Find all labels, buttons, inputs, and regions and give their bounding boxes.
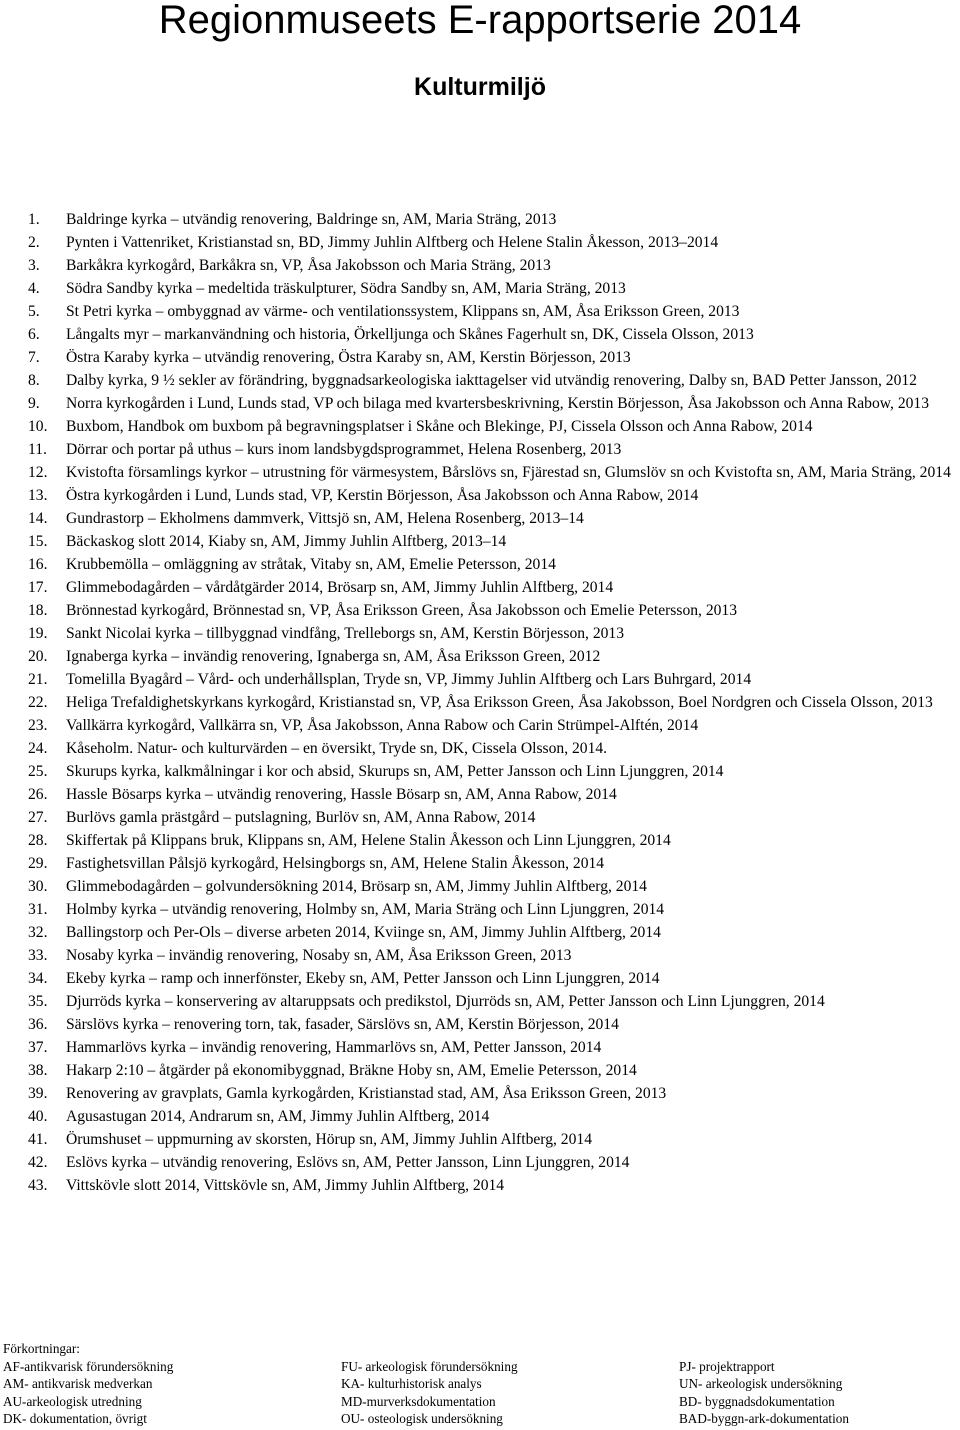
list-item — [28, 875, 960, 898]
abbreviation-entry: PJ- projektrapport — [679, 1358, 775, 1374]
list-item — [28, 507, 960, 530]
abbreviation-entry: AM- antikvarisk medverkan — [3, 1376, 153, 1392]
list-item-number: 10. — [28, 418, 48, 435]
list-item-text: Fastighetsvillan Pålsjö kyrkogård, Helsingborgs sn, AM, Helene Stalin Åkesson, 2014 — [66, 855, 605, 872]
list-item — [28, 1082, 960, 1105]
abbreviation-entry: BAD-byggn-ark-dokumentation — [679, 1411, 849, 1427]
page-title: Regionmuseets E-rapportserie 2014 — [158, 0, 802, 42]
list-item — [28, 254, 960, 277]
list-item — [28, 737, 960, 760]
list-item-text: Östra kyrkogården i Lund, Lunds stad, VP, Kerstin Börjesson, Åsa Jakobsson och Anna Rabow, 2014 — [66, 487, 699, 504]
list-item-number: 16. — [28, 556, 48, 573]
list-item-number: 11. — [28, 441, 47, 458]
list-item — [28, 921, 960, 944]
list-item-text: Nosaby kyrka – invändig renovering, Nosaby sn, AM, Åsa Eriksson Green, 2013 — [66, 947, 572, 964]
list-item — [28, 438, 960, 461]
list-item — [28, 599, 960, 622]
list-item — [28, 300, 960, 323]
list-item-text: Örumshuset – uppmurning av skorsten, Hörup sn, AM, Jimmy Juhlin Alftberg, 2014 — [66, 1131, 592, 1148]
list-item-number: 14. — [28, 510, 48, 527]
list-item-number: 34. — [28, 970, 48, 987]
list-item-text: Vallkärra kyrkogård, Vallkärra sn, VP, Åsa Jakobsson, Anna Rabow och Carin Strümpel-Alftén, 2014 — [66, 717, 699, 734]
list-item-number: 43. — [28, 1177, 48, 1194]
list-item — [28, 392, 960, 415]
list-item — [28, 852, 960, 875]
list-item-number: 1. — [28, 211, 40, 228]
list-item — [28, 1059, 960, 1082]
list-item-number: 26. — [28, 786, 48, 803]
abbreviation-entry: FU- arkeologisk förundersökning — [341, 1358, 518, 1374]
list-item — [28, 484, 960, 507]
list-item-text: Sankt Nicolai kyrka – tillbyggnad vindfång, Trelleborgs sn, AM, Kerstin Börjesson, 2013 — [66, 625, 625, 642]
abbreviations-grid — [3, 1358, 958, 1428]
list-item — [28, 415, 960, 438]
list-item-text: Skiffertak på Klippans bruk, Klippans sn, AM, Helene Stalin Åkesson och Linn Ljunggren, 2014 — [66, 832, 671, 849]
list-item — [28, 208, 960, 231]
list-item-text: Gundrastorp – Ekholmens dammverk, Vittsjö sn, AM, Helena Rosenberg, 2013–14 — [66, 510, 584, 527]
list-item-text: Burlövs gamla prästgård – putslagning, Burlöv sn, AM, Anna Rabow, 2014 — [66, 809, 536, 826]
list-item-number: 24. — [28, 740, 48, 757]
list-item-text: Kvistofta församlings kyrkor – utrustning för värmesystem, Bårslövs sn, Fjärestad sn, Glumslöv sn och Kvistofta sn, AM, Maria Sträng, 2014 — [66, 464, 951, 481]
list-item-number: 35. — [28, 993, 48, 1010]
list-item-text: Pynten i Vattenriket, Kristianstad sn, BD, Jimmy Juhlin Alftberg och Helene Stalin Åkesson, 2013–2014 — [66, 234, 719, 251]
list-item — [28, 277, 960, 300]
list-item — [28, 346, 960, 369]
list-item — [28, 645, 960, 668]
list-item-number: 19. — [28, 625, 48, 642]
list-item-number: 20. — [28, 648, 48, 665]
abbreviation-entry: AU-arkeologisk utredning — [3, 1393, 142, 1409]
abbreviation-entry: MD-murverksdokumentation — [341, 1393, 496, 1409]
list-item-text: Vittskövle slott 2014, Vittskövle sn, AM, Jimmy Juhlin Alftberg, 2014 — [66, 1177, 505, 1194]
list-item-number: 37. — [28, 1039, 48, 1056]
list-item-text: Hakarp 2:10 – åtgärder på ekonomibyggnad, Bräkne Hoby sn, AM, Emelie Petersson, 2014 — [66, 1062, 637, 1079]
list-item-text: Dalby kyrka, 9 ½ sekler av förändring, byggnadsarkeologiska iakttagelser vid utvändig renovering, Dalby sn, BAD Petter Jansson, 2012 — [66, 372, 917, 389]
list-item-text: Holmby kyrka – utvändig renovering, Holmby sn, AM, Maria Sträng och Linn Ljunggren, 2014 — [66, 901, 665, 918]
list-item-text: Baldringe kyrka – utvändig renovering, Baldringe sn, AM, Maria Sträng, 2013 — [66, 211, 557, 228]
list-item-number: 40. — [28, 1108, 48, 1125]
list-item — [28, 668, 960, 691]
list-item-number: 42. — [28, 1154, 48, 1171]
abbreviation-entry: DK- dokumentation, övrigt — [3, 1411, 147, 1427]
list-item — [28, 944, 960, 967]
list-item-number: 23. — [28, 717, 48, 734]
list-item-number: 32. — [28, 924, 48, 941]
list-item-number: 17. — [28, 579, 48, 596]
list-item-text: Kåseholm. Natur- och kulturvärden – en översikt, Tryde sn, DK, Cissela Olsson, 2014. — [66, 740, 608, 757]
list-item-text: Ekeby kyrka – ramp och innerfönster, Ekeby sn, AM, Petter Jansson och Linn Ljunggren, 2014 — [66, 970, 660, 987]
list-item-number: 39. — [28, 1085, 48, 1102]
list-item — [28, 622, 960, 645]
list-item-number: 12. — [28, 464, 48, 481]
list-item-text: Djurröds kyrka – konservering av altaruppsats och predikstol, Djurröds sn, AM, Petter Jansson och Linn Ljunggren, 2014 — [66, 993, 825, 1010]
abbreviation-entry: OU- osteologisk undersökning — [341, 1411, 503, 1427]
abbreviations-section — [3, 1340, 958, 1428]
list-item-text: Renovering av gravplats, Gamla kyrkogården, Kristianstad stad, AM, Åsa Eriksson Green, 2013 — [66, 1085, 667, 1102]
list-item — [28, 829, 960, 852]
list-item-number: 29. — [28, 855, 48, 872]
abbreviation-entry: UN- arkeologisk undersökning — [679, 1376, 843, 1392]
list-item — [28, 553, 960, 576]
list-item — [28, 898, 960, 921]
list-item — [28, 530, 960, 553]
list-item-number: 8. — [28, 372, 40, 389]
list-item-number: 31. — [28, 901, 48, 918]
list-item-number: 33. — [28, 947, 48, 964]
list-item — [28, 323, 960, 346]
list-item — [28, 461, 960, 484]
list-item-text: Skurups kyrka, kalkmålningar i kor och absid, Skurups sn, AM, Petter Jansson och Linn Ljunggren, 2014 — [66, 763, 724, 780]
list-item-text: Glimmebodagården – golvundersökning 2014, Brösarp sn, AM, Jimmy Juhlin Alftberg, 2014 — [66, 878, 647, 895]
list-item-text: Långalts myr – markanvändning och historia, Örkelljunga och Skånes Fagerhult sn, DK, Cissela Olsson, 2013 — [66, 326, 754, 343]
list-item-text: Tomelilla Byagård – Vård- och underhållsplan, Tryde sn, VP, Jimmy Juhlin Alftberg och Lars Buhrgard, 2014 — [66, 671, 752, 688]
list-item-text: Heliga Trefaldighetskyrkans kyrkogård, Kristianstad sn, VP, Åsa Eriksson Green, Åsa Jakobsson, Boel Nordgren och Cissela Olsson, 2013 — [66, 694, 933, 711]
list-item — [28, 760, 960, 783]
list-item-text: Barkåkra kyrkogård, Barkåkra sn, VP, Åsa Jakobsson och Maria Sträng, 2013 — [66, 257, 551, 274]
list-item-number: 18. — [28, 602, 48, 619]
list-item — [28, 1128, 960, 1151]
page-subtitle: Kulturmiljö — [414, 73, 546, 101]
list-item-text: Bäckaskog slott 2014, Kiaby sn, AM, Jimmy Juhlin Alftberg, 2013–14 — [66, 533, 507, 550]
list-item — [28, 806, 960, 829]
list-item-text: Krubbemölla – omläggning av stråtak, Vitaby sn, AM, Emelie Petersson, 2014 — [66, 556, 556, 573]
list-item-text: Särslövs kyrka – renovering torn, tak, fasader, Särslövs sn, AM, Kerstin Börjesson, 2014 — [66, 1016, 619, 1033]
list-item-number: 22. — [28, 694, 48, 711]
list-item-number: 30. — [28, 878, 48, 895]
list-item-number: 7. — [28, 349, 40, 366]
list-item — [28, 231, 960, 254]
list-item-number: 38. — [28, 1062, 48, 1079]
list-item — [28, 1174, 960, 1197]
list-item-text: Södra Sandby kyrka – medeltida träskulpturer, Södra Sandby sn, AM, Maria Sträng, 2013 — [66, 280, 626, 297]
list-item-number: 6. — [28, 326, 40, 343]
list-item-number: 21. — [28, 671, 48, 688]
list-item-number: 36. — [28, 1016, 48, 1033]
list-item-text: Hammarlövs kyrka – invändig renovering, Hammarlövs sn, AM, Petter Jansson, 2014 — [66, 1039, 602, 1056]
list-item-text: Ignaberga kyrka – invändig renovering, Ignaberga sn, AM, Åsa Eriksson Green, 2012 — [66, 648, 601, 665]
list-item — [28, 1013, 960, 1036]
list-item-number: 15. — [28, 533, 48, 550]
list-item-text: Eslövs kyrka – utvändig renovering, Eslövs sn, AM, Petter Jansson, Linn Ljunggren, 2014 — [66, 1154, 630, 1171]
list-item-number: 27. — [28, 809, 48, 826]
list-item-text: Dörrar och portar på uthus – kurs inom landsbygdsprogrammet, Helena Rosenberg, 2013 — [66, 441, 622, 458]
list-item-number: 13. — [28, 487, 48, 504]
list-item-number: 3. — [28, 257, 40, 274]
abbreviations-heading: Förkortningar: — [3, 1341, 80, 1356]
list-item — [28, 714, 960, 737]
list-item-text: Buxbom, Handbok om buxbom på begravningsplatser i Skåne och Blekinge, PJ, Cissela Olsson och Anna Rabow, 2014 — [66, 418, 813, 435]
list-item-number: 9. — [28, 395, 40, 412]
report-list — [28, 208, 960, 1197]
list-item — [28, 783, 960, 806]
list-item-text: Ballingstorp och Per-Ols – diverse arbeten 2014, Kviinge sn, AM, Jimmy Juhlin Alftberg, 2014 — [66, 924, 661, 941]
list-item-number: 5. — [28, 303, 40, 320]
list-item-number: 4. — [28, 280, 40, 297]
list-item-number: 41. — [28, 1131, 48, 1148]
list-item-text: Agusastugan 2014, Andrarum sn, AM, Jimmy Juhlin Alftberg, 2014 — [66, 1108, 490, 1125]
abbreviation-entry: KA- kulturhistorisk analys — [341, 1376, 482, 1392]
list-item-text: Norra kyrkogården i Lund, Lunds stad, VP och bilaga med kvartersbeskrivning, Kerstin Börjesson, Åsa Jakobsson och Anna Rabow, 2013 — [66, 395, 930, 412]
list-item-text: Hassle Bösarps kyrka – utvändig renovering, Hassle Bösarp sn, AM, Anna Rabow, 2014 — [66, 786, 617, 803]
list-item — [28, 990, 960, 1013]
list-item-number: 25. — [28, 763, 48, 780]
list-item — [28, 576, 960, 599]
list-item-text: Östra Karaby kyrka – utvändig renovering, Östra Karaby sn, AM, Kerstin Börjesson, 2013 — [66, 349, 631, 366]
list-item — [28, 1105, 960, 1128]
list-item — [28, 1036, 960, 1059]
abbreviation-entry: AF-antikvarisk förundersökning — [3, 1358, 174, 1374]
list-item — [28, 1151, 960, 1174]
list-item-text: Glimmebodagården – vårdåtgärder 2014, Brösarp sn, AM, Jimmy Juhlin Alftberg, 2014 — [66, 579, 614, 596]
list-item-number: 2. — [28, 234, 40, 251]
abbreviation-entry: BD- byggnadsdokumentation — [679, 1393, 835, 1409]
list-item — [28, 369, 960, 392]
list-item — [28, 691, 960, 714]
list-item-text: St Petri kyrka – ombyggnad av värme- och ventilationssystem, Klippans sn, AM, Åsa Eriksson Green, 2013 — [66, 303, 740, 320]
list-item — [28, 967, 960, 990]
list-item-text: Brönnestad kyrkogård, Brönnestad sn, VP, Åsa Eriksson Green, Åsa Jakobsson och Emelie Petersson, 2013 — [66, 602, 738, 619]
list-item-number: 28. — [28, 832, 48, 849]
